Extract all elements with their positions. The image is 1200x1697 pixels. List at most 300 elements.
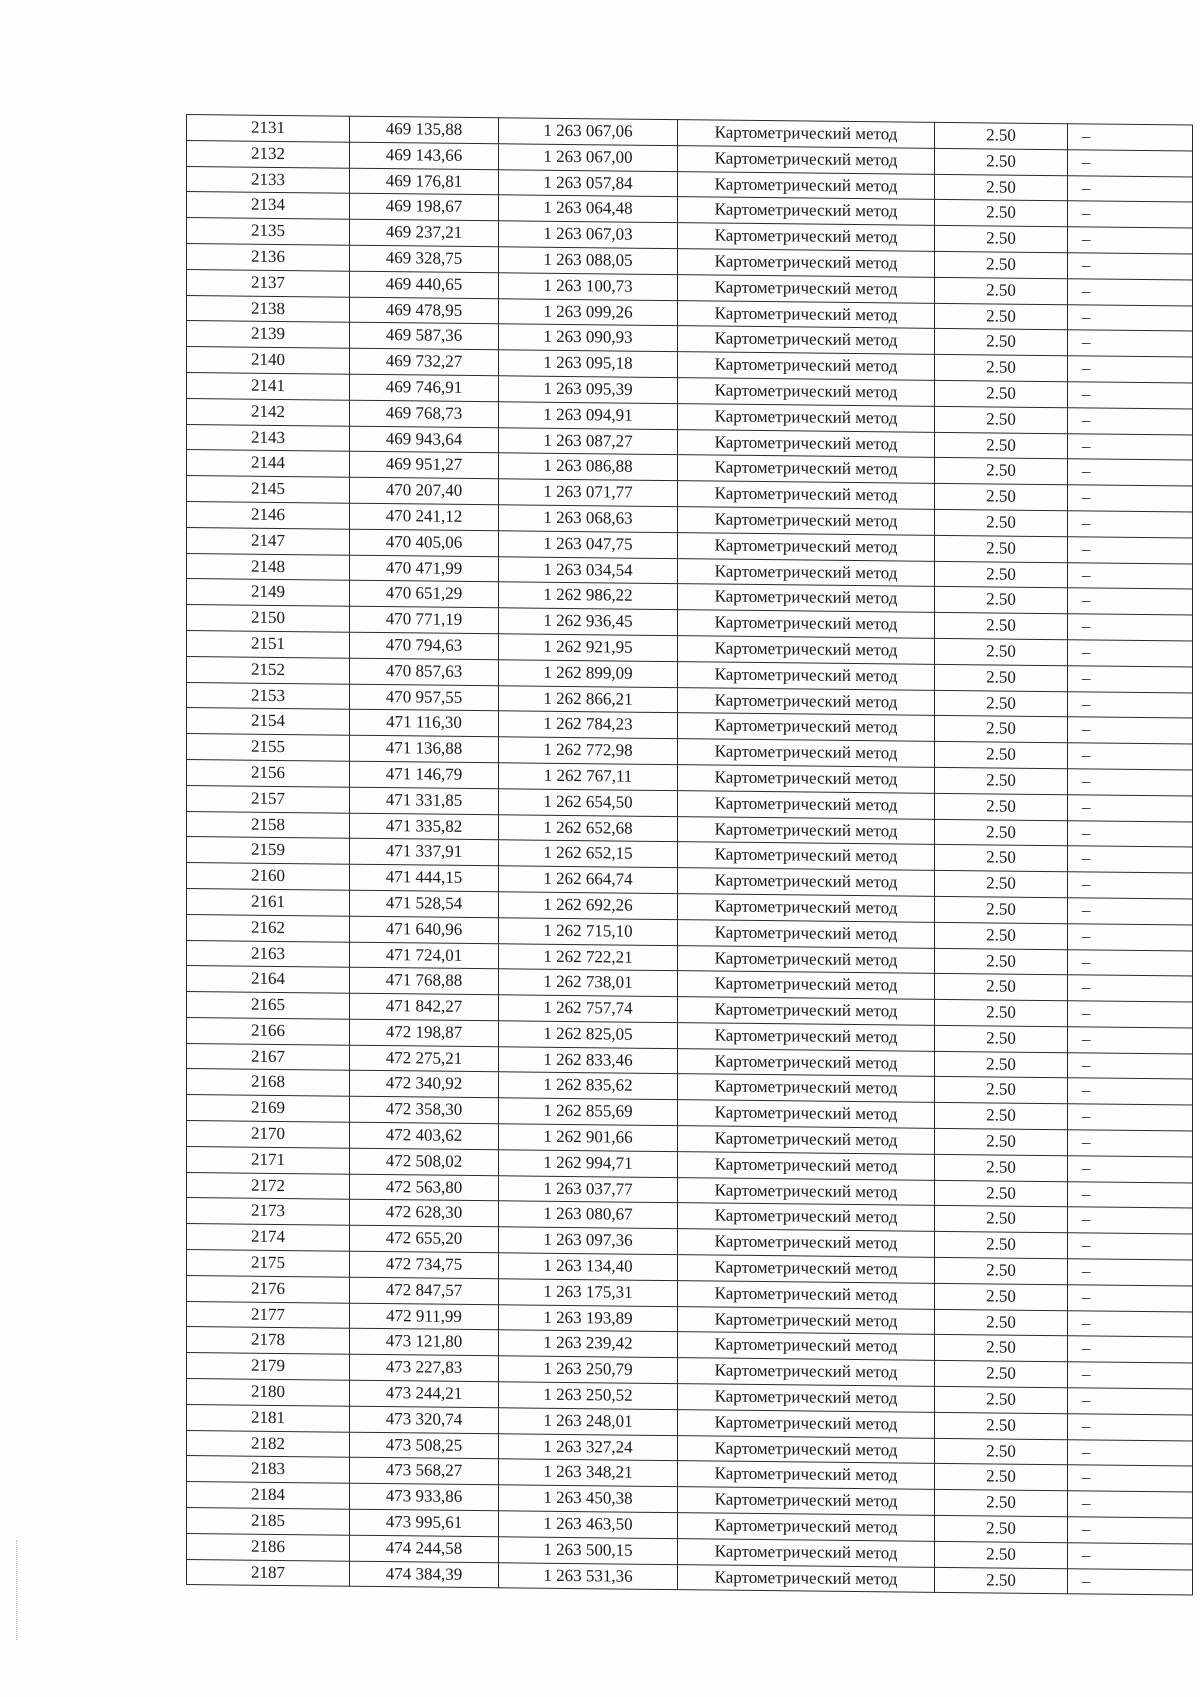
method-cell: Картометрический метод (678, 403, 935, 431)
x-coordinate-cell: 473 995,61 (350, 1509, 499, 1536)
x-coordinate-cell: 472 911,99 (350, 1303, 499, 1330)
method-cell: Картометрический метод (678, 1409, 935, 1437)
method-cell: Картометрический метод (678, 997, 935, 1025)
y-coordinate-cell: 1 263 090,93 (499, 324, 678, 352)
method-cell: Картометрический метод (678, 171, 935, 199)
x-coordinate-cell: 471 444,15 (350, 864, 499, 891)
y-coordinate-cell: 1 263 250,79 (499, 1356, 678, 1384)
x-coordinate-cell: 470 857,63 (350, 658, 499, 685)
y-coordinate-cell: 1 262 738,01 (499, 969, 678, 997)
error-cell: 2.50 (935, 483, 1068, 510)
y-coordinate-cell: 1 262 772,98 (499, 737, 678, 765)
method-cell: Картометрический метод (678, 1255, 935, 1283)
method-cell: Картометрический метод (678, 507, 935, 535)
method-cell: Картометрический метод (678, 945, 935, 973)
point-number-cell: 2135 (187, 218, 350, 246)
point-number-cell: 2155 (187, 734, 350, 762)
dash-cell: – (1068, 743, 1193, 770)
error-cell: 2.50 (935, 1412, 1068, 1439)
coordinates-table (186, 114, 1193, 1596)
x-coordinate-cell: 473 244,21 (350, 1380, 499, 1407)
method-cell: Картометрический метод (678, 713, 935, 741)
dash-cell: – (1068, 1259, 1193, 1286)
method-cell: Картометрический метод (678, 1384, 935, 1412)
x-coordinate-cell: 474 384,39 (350, 1561, 499, 1588)
method-cell: Картометрический метод (678, 765, 935, 793)
y-coordinate-cell: 1 262 757,74 (499, 995, 678, 1023)
method-cell: Картометрический метод (678, 739, 935, 767)
y-coordinate-cell: 1 263 094,91 (499, 402, 678, 430)
x-coordinate-cell: 471 842,27 (350, 993, 499, 1020)
error-cell: 2.50 (935, 406, 1068, 433)
dash-cell: – (1068, 1285, 1193, 1312)
error-cell: 2.50 (935, 1335, 1068, 1362)
y-coordinate-cell: 1 263 080,67 (499, 1201, 678, 1229)
error-cell: 2.50 (935, 1103, 1068, 1130)
y-coordinate-cell: 1 263 047,75 (499, 531, 678, 559)
error-cell: 2.50 (935, 767, 1068, 794)
dash-cell: – (1068, 1543, 1193, 1570)
dash-cell: – (1068, 588, 1193, 615)
method-cell: Картометрический метод (678, 610, 935, 638)
dash-cell: – (1068, 1181, 1193, 1208)
y-coordinate-cell: 1 262 652,15 (499, 840, 678, 868)
error-cell: 2.50 (935, 1541, 1068, 1568)
method-cell: Картометрический метод (678, 790, 935, 818)
x-coordinate-cell: 470 405,06 (350, 529, 499, 556)
point-number-cell: 2167 (187, 1043, 350, 1071)
x-coordinate-cell: 472 508,02 (350, 1148, 499, 1175)
x-coordinate-cell: 473 568,27 (350, 1458, 499, 1485)
dash-cell: – (1068, 201, 1193, 228)
x-coordinate-cell: 471 136,88 (350, 735, 499, 762)
point-number-cell: 2149 (187, 579, 350, 607)
error-cell: 2.50 (935, 1128, 1068, 1155)
point-number-cell: 2174 (187, 1224, 350, 1252)
dash-cell: – (1068, 1362, 1193, 1389)
method-cell: Картометрический метод (678, 223, 935, 251)
x-coordinate-cell: 472 198,87 (350, 1019, 499, 1046)
error-cell: 2.50 (935, 355, 1068, 382)
method-cell: Картометрический метод (678, 636, 935, 664)
point-number-cell: 2151 (187, 630, 350, 658)
dash-cell: – (1068, 614, 1193, 641)
method-cell: Картометрический метод (678, 455, 935, 483)
y-coordinate-cell: 1 262 855,69 (499, 1098, 678, 1126)
point-number-cell: 2152 (187, 656, 350, 684)
point-number-cell: 2134 (187, 192, 350, 220)
y-coordinate-cell: 1 263 095,39 (499, 376, 678, 404)
point-number-cell: 2131 (187, 115, 350, 143)
point-number-cell: 2139 (187, 321, 350, 349)
method-cell: Картометрический метод (678, 558, 935, 586)
method-cell: Картометрический метод (678, 1487, 935, 1515)
point-number-cell: 2176 (187, 1275, 350, 1303)
method-cell: Картометрический метод (678, 894, 935, 922)
error-cell: 2.50 (935, 1154, 1068, 1181)
error-cell: 2.50 (935, 1206, 1068, 1233)
method-cell: Картометрический метод (678, 249, 935, 277)
x-coordinate-cell: 469 135,88 (350, 116, 499, 143)
error-cell: 2.50 (935, 974, 1068, 1001)
y-coordinate-cell: 1 262 784,23 (499, 711, 678, 739)
dash-cell: – (1068, 485, 1193, 512)
y-coordinate-cell: 1 262 767,11 (499, 763, 678, 791)
method-cell: Картометрический метод (678, 1564, 935, 1592)
dash-cell: – (1068, 1568, 1193, 1595)
y-coordinate-cell: 1 263 450,38 (499, 1485, 678, 1513)
x-coordinate-cell: 470 471,99 (350, 555, 499, 582)
method-cell: Картометрический метод (678, 197, 935, 225)
error-cell: 2.50 (935, 1257, 1068, 1284)
method-cell: Картометрический метод (678, 1048, 935, 1076)
error-cell: 2.50 (935, 1464, 1068, 1491)
point-number-cell: 2137 (187, 269, 350, 297)
y-coordinate-cell: 1 262 652,68 (499, 814, 678, 842)
x-coordinate-cell: 472 340,92 (350, 1071, 499, 1098)
dash-cell: – (1068, 769, 1193, 796)
x-coordinate-cell: 469 440,65 (350, 271, 499, 298)
point-number-cell: 2157 (187, 785, 350, 813)
dash-cell: – (1068, 975, 1193, 1002)
y-coordinate-cell: 1 263 095,18 (499, 350, 678, 378)
point-number-cell: 2177 (187, 1301, 350, 1329)
point-number-cell: 2173 (187, 1198, 350, 1226)
dash-cell: – (1068, 665, 1193, 692)
dash-cell: – (1068, 562, 1193, 589)
y-coordinate-cell: 1 262 722,21 (499, 943, 678, 971)
method-cell: Картометрический метод (678, 532, 935, 560)
y-coordinate-cell: 1 262 835,62 (499, 1072, 678, 1100)
point-number-cell: 2187 (187, 1559, 350, 1587)
error-cell: 2.50 (935, 690, 1068, 717)
error-cell: 2.50 (935, 741, 1068, 768)
error-cell: 2.50 (935, 1051, 1068, 1078)
method-cell: Картометрический метод (678, 1332, 935, 1360)
x-coordinate-cell: 470 794,63 (350, 632, 499, 659)
method-cell: Картометрический метод (678, 1281, 935, 1309)
y-coordinate-cell: 1 263 099,26 (499, 298, 678, 326)
error-cell: 2.50 (935, 896, 1068, 923)
point-number-cell: 2150 (187, 605, 350, 633)
x-coordinate-cell: 473 320,74 (350, 1406, 499, 1433)
method-cell: Картометрический метод (678, 1100, 935, 1128)
method-cell: Картометрический метод (678, 661, 935, 689)
dash-cell: – (1068, 1130, 1193, 1157)
error-cell: 2.50 (935, 664, 1068, 691)
point-number-cell: 2178 (187, 1327, 350, 1355)
method-cell: Картометрический метод (678, 687, 935, 715)
y-coordinate-cell: 1 263 067,03 (499, 221, 678, 249)
point-number-cell: 2158 (187, 811, 350, 839)
dash-cell: – (1068, 1001, 1193, 1028)
point-number-cell: 2169 (187, 1095, 350, 1123)
dash-cell: – (1068, 846, 1193, 873)
method-cell: Картометрический метод (678, 145, 935, 173)
error-cell: 2.50 (935, 226, 1068, 253)
y-coordinate-cell: 1 263 248,01 (499, 1408, 678, 1436)
point-number-cell: 2170 (187, 1121, 350, 1149)
x-coordinate-cell: 469 198,67 (350, 194, 499, 221)
point-number-cell: 2164 (187, 966, 350, 994)
error-cell: 2.50 (935, 1309, 1068, 1336)
dash-cell: – (1068, 1233, 1193, 1260)
error-cell: 2.50 (935, 1283, 1068, 1310)
method-cell: Картометрический метод (678, 481, 935, 509)
point-number-cell: 2142 (187, 398, 350, 426)
x-coordinate-cell: 469 587,36 (350, 323, 499, 350)
error-cell: 2.50 (935, 200, 1068, 227)
error-cell: 2.50 (935, 638, 1068, 665)
error-cell: 2.50 (935, 432, 1068, 459)
error-cell: 2.50 (935, 587, 1068, 614)
dash-cell: – (1068, 253, 1193, 280)
dash-cell: – (1068, 1439, 1193, 1466)
point-number-cell: 2179 (187, 1353, 350, 1381)
dash-cell: – (1068, 356, 1193, 383)
x-coordinate-cell: 472 847,57 (350, 1277, 499, 1304)
x-coordinate-cell: 470 771,19 (350, 606, 499, 633)
x-coordinate-cell: 470 207,40 (350, 477, 499, 504)
point-number-cell: 2148 (187, 553, 350, 581)
x-coordinate-cell: 469 328,75 (350, 245, 499, 272)
error-cell: 2.50 (935, 1180, 1068, 1207)
dash-cell: – (1068, 1104, 1193, 1131)
x-coordinate-cell: 471 146,79 (350, 761, 499, 788)
x-coordinate-cell: 472 563,80 (350, 1174, 499, 1201)
y-coordinate-cell: 1 262 833,46 (499, 1046, 678, 1074)
error-cell: 2.50 (935, 819, 1068, 846)
point-number-cell: 2156 (187, 759, 350, 787)
dash-cell: – (1068, 511, 1193, 538)
point-number-cell: 2183 (187, 1456, 350, 1484)
dash-cell: – (1068, 175, 1193, 202)
x-coordinate-cell: 471 528,54 (350, 890, 499, 917)
point-number-cell: 2175 (187, 1250, 350, 1278)
x-coordinate-cell: 469 732,27 (350, 348, 499, 375)
point-number-cell: 2146 (187, 501, 350, 529)
method-cell: Картометрический метод (678, 1538, 935, 1566)
dash-cell: – (1068, 304, 1193, 331)
y-coordinate-cell: 1 262 825,05 (499, 1021, 678, 1049)
error-cell: 2.50 (935, 535, 1068, 562)
y-coordinate-cell: 1 263 067,00 (499, 144, 678, 172)
dash-cell: – (1068, 1388, 1193, 1415)
dash-cell: – (1068, 1336, 1193, 1363)
point-number-cell: 2172 (187, 1172, 350, 1200)
x-coordinate-cell: 472 734,75 (350, 1251, 499, 1278)
dash-cell: – (1068, 1414, 1193, 1441)
method-cell: Картометрический метод (678, 1461, 935, 1489)
error-cell: 2.50 (935, 1386, 1068, 1413)
dash-cell: – (1068, 898, 1193, 925)
point-number-cell: 2186 (187, 1533, 350, 1561)
y-coordinate-cell: 1 263 175,31 (499, 1279, 678, 1307)
x-coordinate-cell: 469 951,27 (350, 452, 499, 479)
y-coordinate-cell: 1 262 866,21 (499, 685, 678, 713)
x-coordinate-cell: 469 143,66 (350, 142, 499, 169)
point-number-cell: 2180 (187, 1379, 350, 1407)
point-number-cell: 2136 (187, 243, 350, 271)
x-coordinate-cell: 470 651,29 (350, 581, 499, 608)
y-coordinate-cell: 1 263 327,24 (499, 1433, 678, 1461)
method-cell: Картометрический метод (678, 584, 935, 612)
method-cell: Картометрический метод (678, 120, 935, 148)
dash-cell: – (1068, 227, 1193, 254)
error-cell: 2.50 (935, 845, 1068, 872)
y-coordinate-cell: 1 263 531,36 (499, 1562, 678, 1590)
error-cell: 2.50 (935, 122, 1068, 149)
point-number-cell: 2154 (187, 708, 350, 736)
point-number-cell: 2185 (187, 1508, 350, 1536)
x-coordinate-cell: 469 768,73 (350, 400, 499, 427)
y-coordinate-cell: 1 263 100,73 (499, 273, 678, 301)
dash-cell: – (1068, 150, 1193, 177)
x-coordinate-cell: 471 331,85 (350, 787, 499, 814)
dash-cell: – (1068, 433, 1193, 460)
y-coordinate-cell: 1 263 087,27 (499, 427, 678, 455)
error-cell: 2.50 (935, 148, 1068, 175)
x-coordinate-cell: 472 628,30 (350, 1200, 499, 1227)
point-number-cell: 2161 (187, 888, 350, 916)
x-coordinate-cell: 471 335,82 (350, 813, 499, 840)
method-cell: Картометрический метод (678, 1229, 935, 1257)
method-cell: Картометрический метод (678, 1126, 935, 1154)
method-cell: Картометрический метод (678, 1152, 935, 1180)
dash-cell: – (1068, 1465, 1193, 1492)
y-coordinate-cell: 1 262 994,71 (499, 1150, 678, 1178)
error-cell: 2.50 (935, 716, 1068, 743)
point-number-cell: 2145 (187, 476, 350, 504)
error-cell: 2.50 (935, 1438, 1068, 1465)
method-cell: Картометрический метод (678, 1306, 935, 1334)
method-cell: Картометрический метод (678, 300, 935, 328)
y-coordinate-cell: 1 263 463,50 (499, 1511, 678, 1539)
x-coordinate-cell: 471 768,88 (350, 968, 499, 995)
method-cell: Картометрический метод (678, 1358, 935, 1386)
dash-cell: – (1068, 949, 1193, 976)
point-number-cell: 2171 (187, 1146, 350, 1174)
point-number-cell: 2132 (187, 140, 350, 168)
error-cell: 2.50 (935, 999, 1068, 1026)
point-number-cell: 2143 (187, 424, 350, 452)
y-coordinate-cell: 1 263 250,52 (499, 1382, 678, 1410)
dash-cell: – (1068, 1052, 1193, 1079)
point-number-cell: 2138 (187, 295, 350, 323)
dash-cell: – (1068, 717, 1193, 744)
dash-cell: – (1068, 794, 1193, 821)
method-cell: Картометрический метод (678, 326, 935, 354)
y-coordinate-cell: 1 263 086,88 (499, 453, 678, 481)
method-cell: Картометрический метод (678, 1435, 935, 1463)
error-cell: 2.50 (935, 1490, 1068, 1517)
method-cell: Картометрический метод (678, 971, 935, 999)
method-cell: Картометрический метод (678, 868, 935, 896)
error-cell: 2.50 (935, 1232, 1068, 1259)
method-cell: Картометрический метод (678, 1177, 935, 1205)
error-cell: 2.50 (935, 303, 1068, 330)
y-coordinate-cell: 1 262 664,74 (499, 866, 678, 894)
y-coordinate-cell: 1 262 936,45 (499, 608, 678, 636)
dash-cell: – (1068, 407, 1193, 434)
y-coordinate-cell: 1 263 034,54 (499, 556, 678, 584)
error-cell: 2.50 (935, 870, 1068, 897)
method-cell: Картометрический метод (678, 274, 935, 302)
dash-cell: – (1068, 1078, 1193, 1105)
error-cell: 2.50 (935, 948, 1068, 975)
method-cell: Картометрический метод (678, 842, 935, 870)
point-number-cell: 2162 (187, 914, 350, 942)
y-coordinate-cell: 1 263 068,63 (499, 505, 678, 533)
x-coordinate-cell: 470 241,12 (350, 503, 499, 530)
dash-cell: – (1068, 923, 1193, 950)
method-cell: Картометрический метод (678, 1513, 935, 1541)
x-coordinate-cell: 469 176,81 (350, 168, 499, 195)
point-number-cell: 2168 (187, 1069, 350, 1097)
dash-cell: – (1068, 1156, 1193, 1183)
y-coordinate-cell: 1 263 067,06 (499, 118, 678, 146)
method-cell: Картометрический метод (678, 378, 935, 406)
point-number-cell: 2165 (187, 992, 350, 1020)
dash-cell: – (1068, 124, 1193, 151)
error-cell: 2.50 (935, 174, 1068, 201)
point-number-cell: 2153 (187, 682, 350, 710)
y-coordinate-cell: 1 263 348,21 (499, 1459, 678, 1487)
x-coordinate-cell: 471 116,30 (350, 710, 499, 737)
method-cell: Картометрический метод (678, 1023, 935, 1051)
y-coordinate-cell: 1 263 071,77 (499, 479, 678, 507)
x-coordinate-cell: 469 478,95 (350, 297, 499, 324)
method-cell: Картометрический метод (678, 429, 935, 457)
dash-cell: – (1068, 640, 1193, 667)
dash-cell: – (1068, 459, 1193, 486)
y-coordinate-cell: 1 262 654,50 (499, 788, 678, 816)
dash-cell: – (1068, 1207, 1193, 1234)
dash-cell: – (1068, 279, 1193, 306)
y-coordinate-cell: 1 263 088,05 (499, 247, 678, 275)
error-cell: 2.50 (935, 922, 1068, 949)
scan-edge-marks (16, 1540, 21, 1640)
y-coordinate-cell: 1 263 097,36 (499, 1227, 678, 1255)
dash-cell: – (1068, 330, 1193, 357)
method-cell: Картометрический метод (678, 1074, 935, 1102)
x-coordinate-cell: 473 121,80 (350, 1329, 499, 1356)
dash-cell: – (1068, 1027, 1193, 1054)
y-coordinate-cell: 1 263 193,89 (499, 1304, 678, 1332)
y-coordinate-cell: 1 263 037,77 (499, 1175, 678, 1203)
x-coordinate-cell: 472 403,62 (350, 1122, 499, 1149)
dash-cell: – (1068, 1517, 1193, 1544)
point-number-cell: 2163 (187, 940, 350, 968)
point-number-cell: 2182 (187, 1430, 350, 1458)
x-coordinate-cell: 469 237,21 (350, 219, 499, 246)
x-coordinate-cell: 472 275,21 (350, 1045, 499, 1072)
point-number-cell: 2133 (187, 166, 350, 194)
x-coordinate-cell: 473 933,86 (350, 1483, 499, 1510)
x-coordinate-cell: 473 508,25 (350, 1432, 499, 1459)
error-cell: 2.50 (935, 251, 1068, 278)
dash-cell: – (1068, 820, 1193, 847)
y-coordinate-cell: 1 262 986,22 (499, 582, 678, 610)
x-coordinate-cell: 474 244,58 (350, 1535, 499, 1562)
error-cell: 2.50 (935, 793, 1068, 820)
y-coordinate-cell: 1 263 239,42 (499, 1330, 678, 1358)
point-number-cell: 2166 (187, 1017, 350, 1045)
x-coordinate-cell: 471 640,96 (350, 916, 499, 943)
method-cell: Картометрический метод (678, 919, 935, 947)
point-number-cell: 2159 (187, 837, 350, 865)
error-cell: 2.50 (935, 1077, 1068, 1104)
